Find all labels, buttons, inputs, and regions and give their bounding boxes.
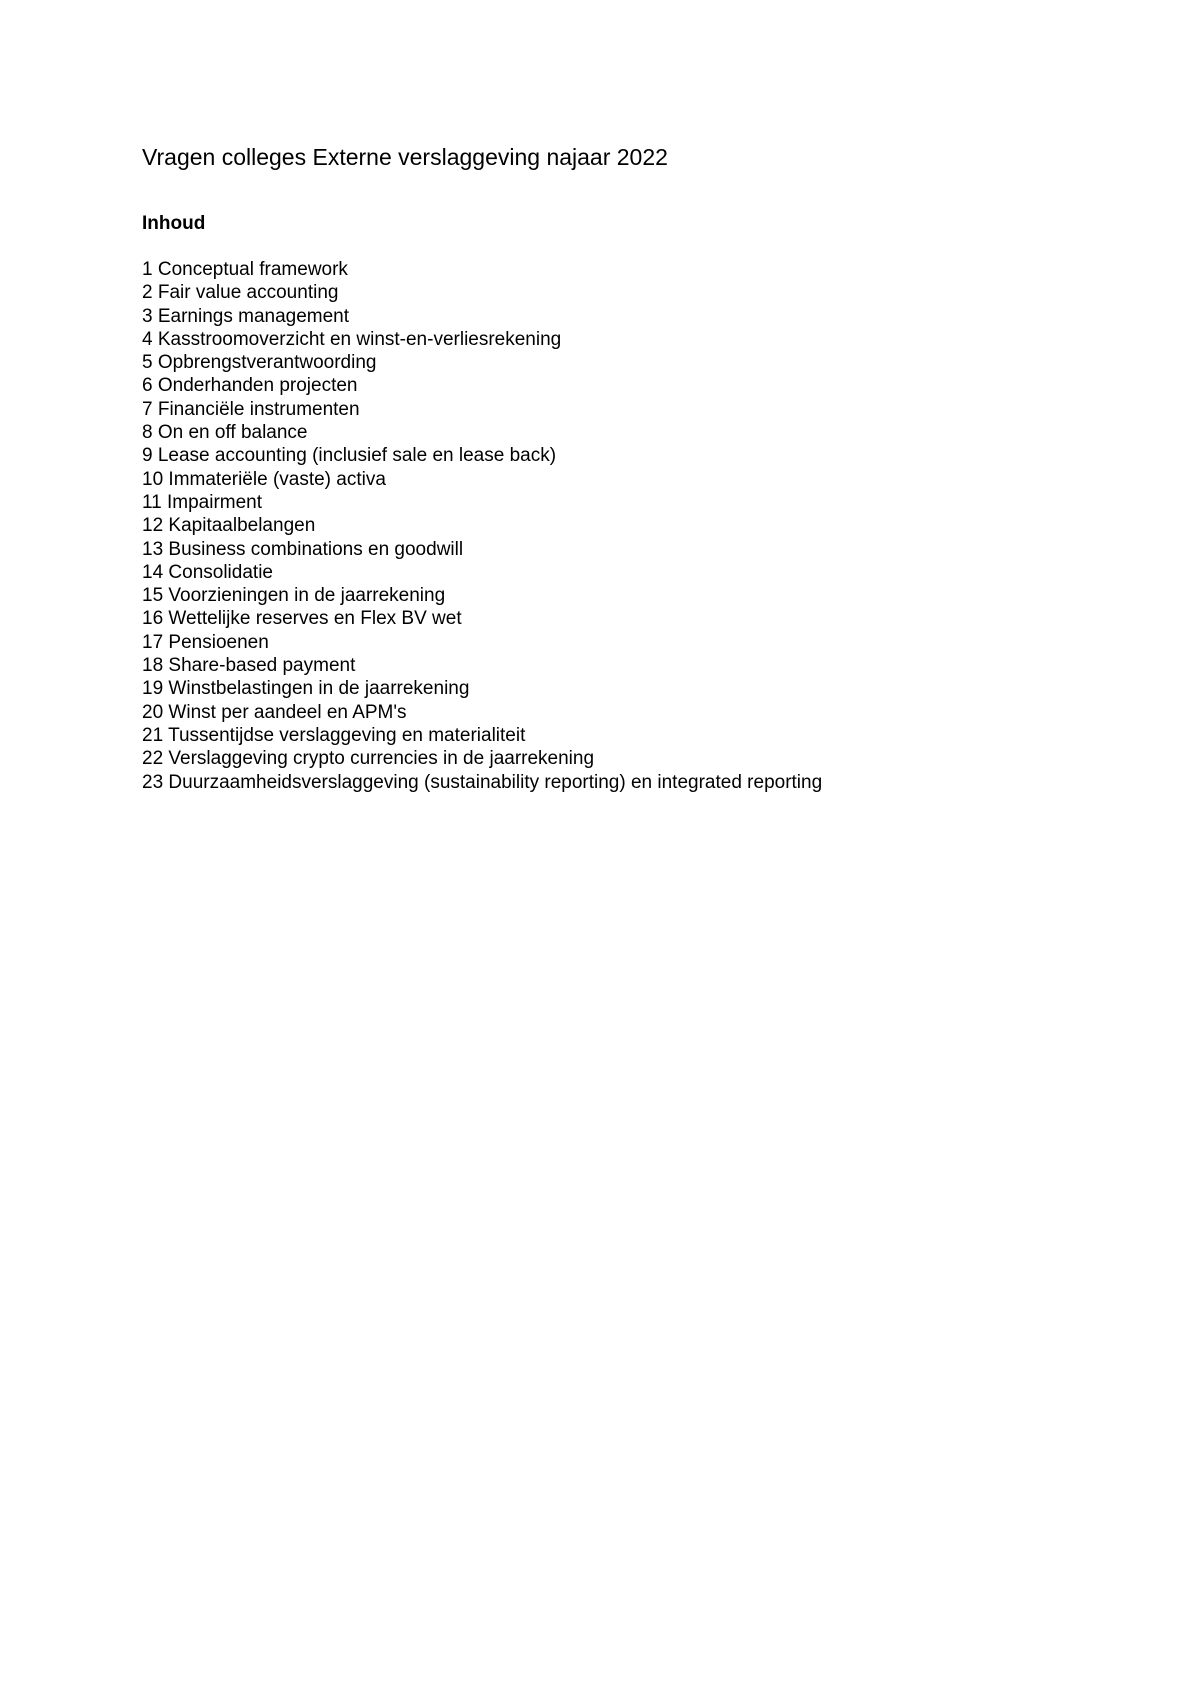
toc-item: 3 Earnings management xyxy=(142,305,350,327)
toc-item: 5 Opbrengstverantwoording xyxy=(142,352,377,374)
toc-item: 1 Conceptual framework xyxy=(142,259,348,280)
toc-item: 16 Wettelijke reserves en Flex BV wet xyxy=(142,608,462,630)
toc-item: 8 On en off balance xyxy=(142,422,308,444)
toc-item: 7 Financiële instrumenten xyxy=(142,398,360,420)
toc-item: 9 Lease accounting (inclusief sale en lease back) xyxy=(142,445,557,467)
toc-item: 22 Verslaggeving crypto currencies in de jaarrekening xyxy=(142,748,595,770)
toc-item: 10 Immateriële (vaste) activa xyxy=(142,468,386,490)
toc-item: 13 Business combinations en goodwill xyxy=(142,538,464,560)
toc-item: 4 Kasstroomoverzicht en winst-en-verliesrekening xyxy=(142,328,562,350)
toc-item: 20 Winst per aandeel en APM's xyxy=(142,701,407,723)
table-of-contents xyxy=(142,258,822,794)
toc-item: 21 Tussentijdse verslaggeving en materialiteit xyxy=(142,724,526,746)
toc-item: 11 Impairment xyxy=(142,491,263,513)
toc-item: 2 Fair value accounting xyxy=(142,282,339,304)
toc-item: 14 Consolidatie xyxy=(142,561,273,583)
toc-item: 18 Share-based payment xyxy=(142,655,356,677)
toc-item: 15 Voorzieningen in de jaarrekening xyxy=(142,585,446,607)
toc-item: 19 Winstbelastingen in de jaarrekening xyxy=(142,678,470,700)
toc-item: 23 Duurzaamheidsverslaggeving (sustainability reporting) en integrated reporting xyxy=(142,771,823,793)
toc-item: 12 Kapitaalbelangen xyxy=(142,515,316,537)
toc-heading: Inhoud xyxy=(142,213,206,234)
toc-item: 17 Pensioenen xyxy=(142,631,269,653)
toc-item: 6 Onderhanden projecten xyxy=(142,375,358,397)
document-title: Vragen colleges Externe verslaggeving najaar 2022 xyxy=(142,144,668,170)
